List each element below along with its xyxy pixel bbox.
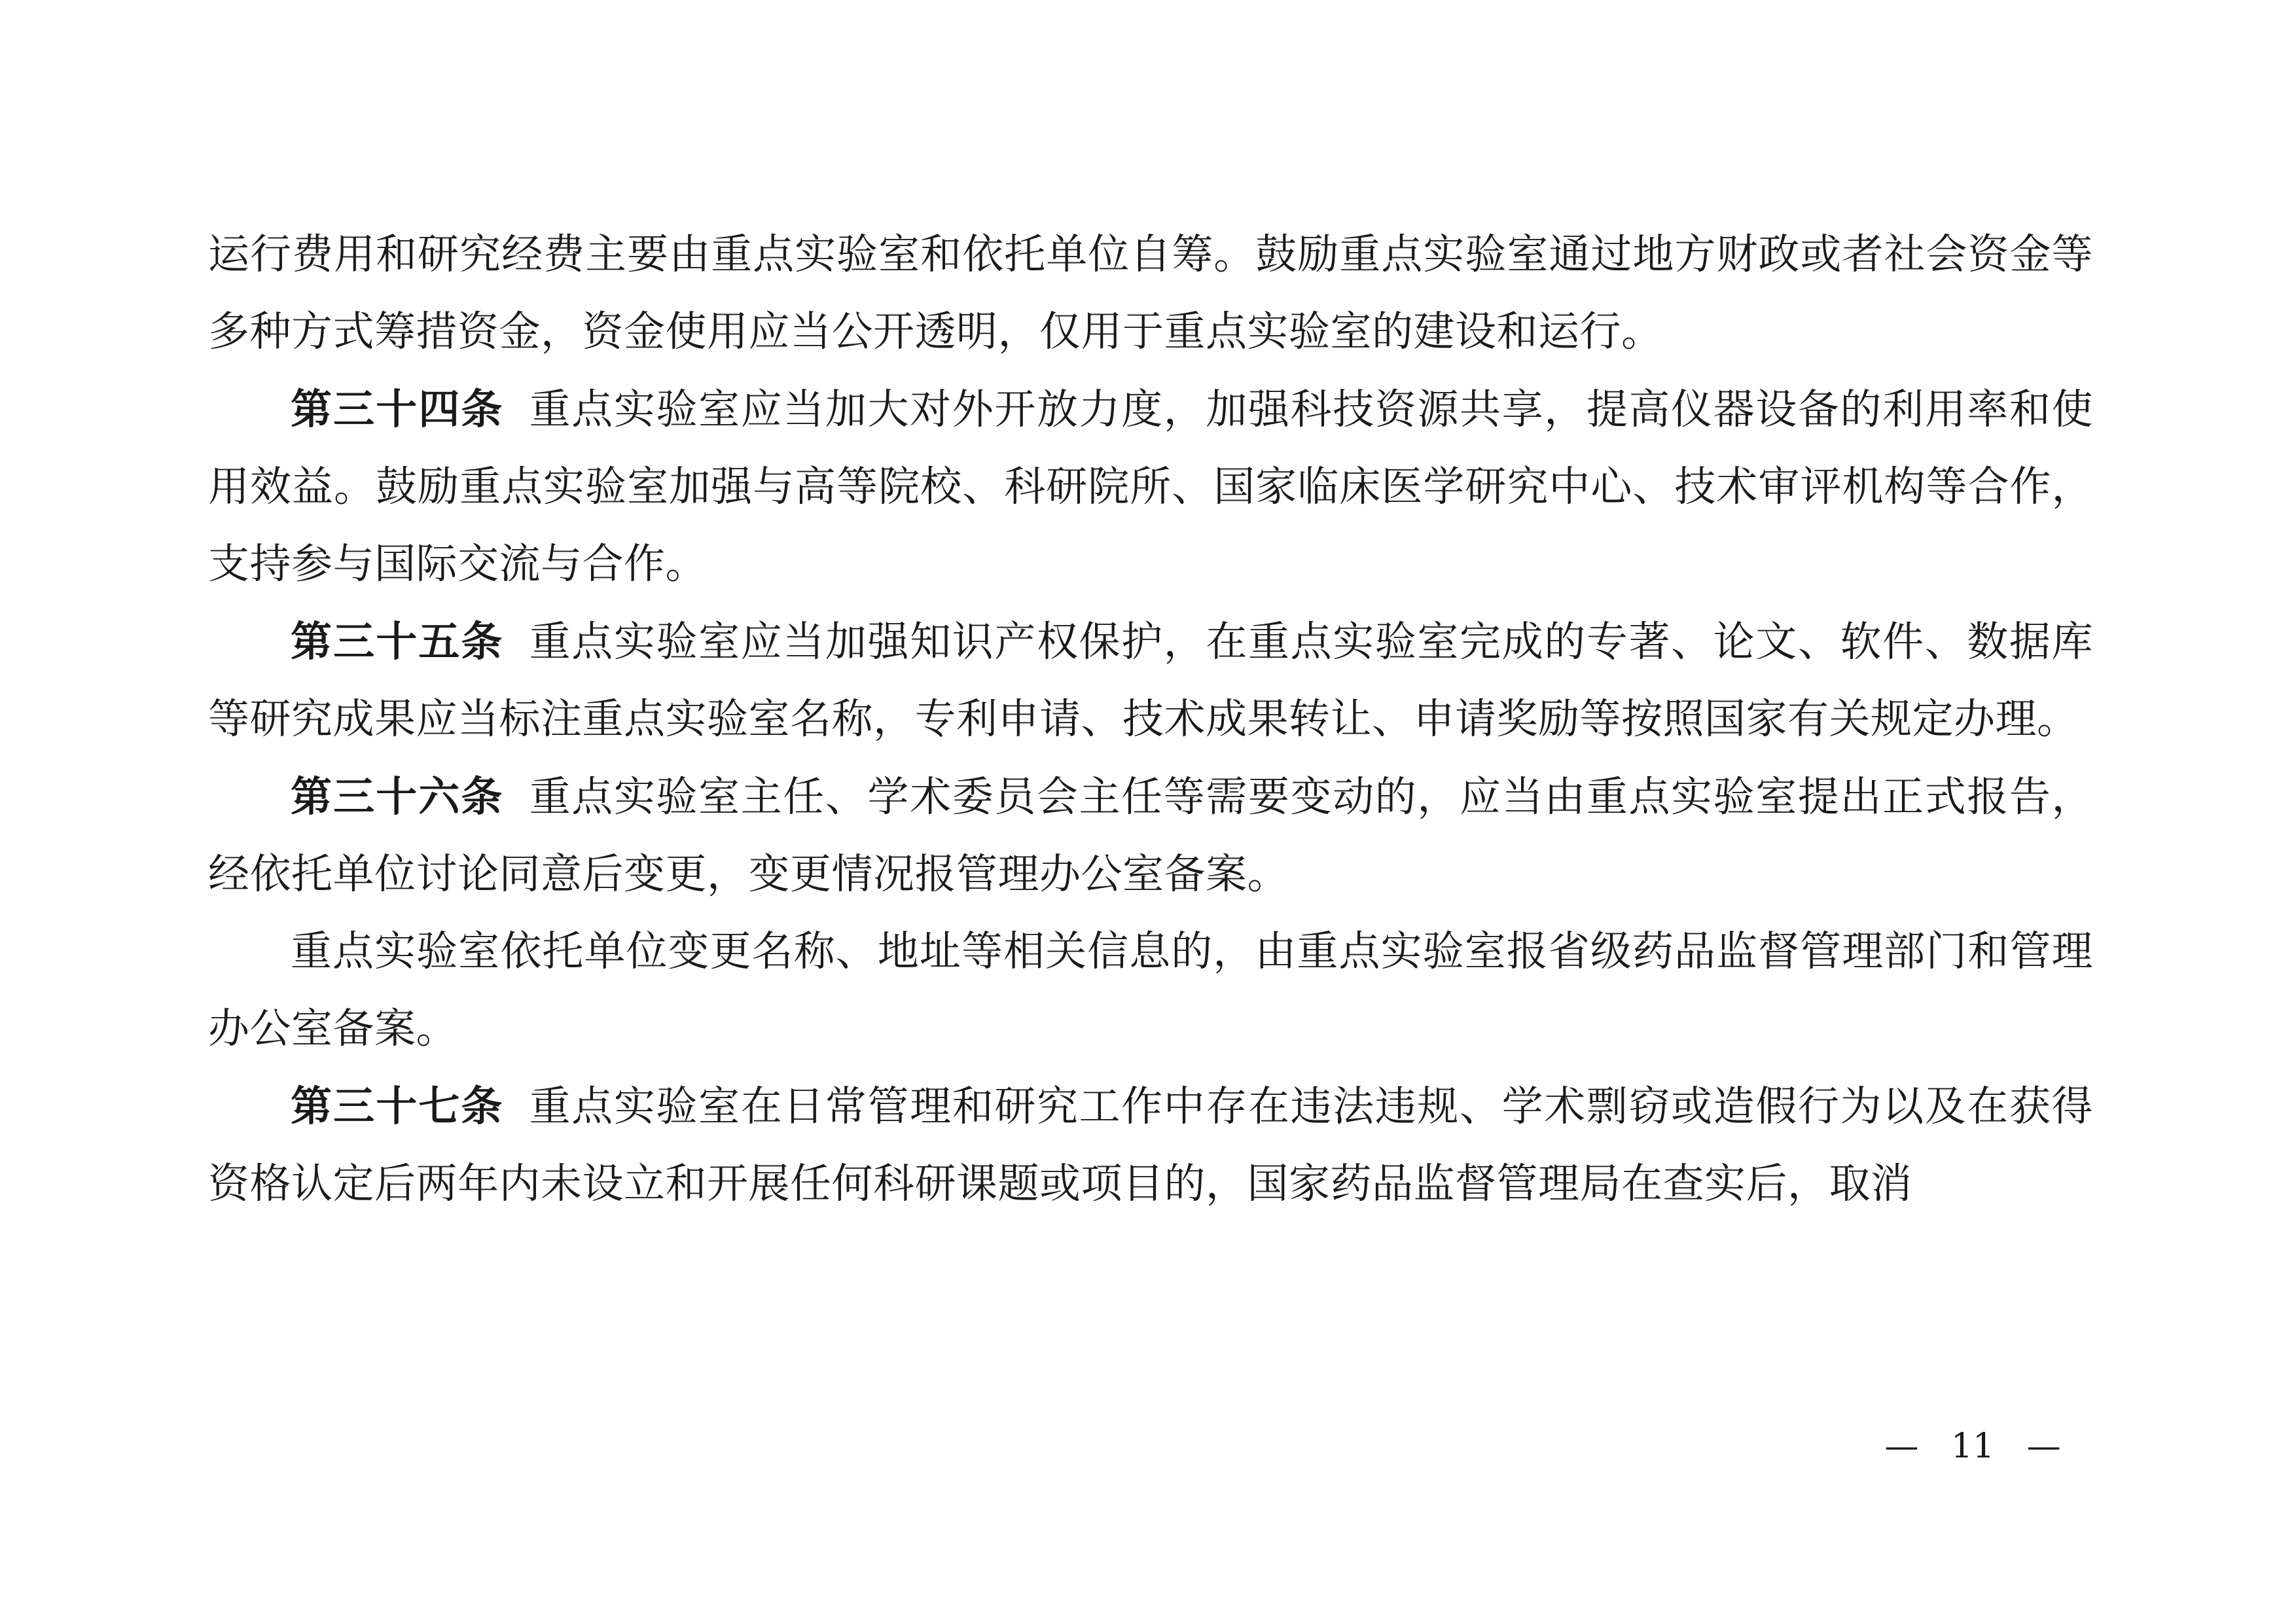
paragraph-article-35 [208,603,2093,758]
paragraph-text: 运行费用和研究经费主要由重点实验室和依托单位自筹。鼓励重点实验室通过地方财政或者社会资金等多种方式筹措资金，资金使用应当公开透明，仅用于重点实验室的建设和运行。 [208,230,2093,355]
footer-dash-left: — [1884,1427,1919,1466]
paragraph-text: 重点实验室在日常管理和研究工作中存在违法违规、学术剽窃或造假行为以及在获得资格认定后两年内未设立和开展任何科研课题或项目的，国家药品监督管理局在查实后，取消 [208,1082,2094,1207]
paragraph-article-36 [208,758,2093,913]
page-number: 11 [1950,1427,1995,1466]
article-label-35: 第三十五条 [291,617,504,666]
paragraph-text: 重点实验室应当加大对外开放力度，加强科技资源共享，提高仪器设备的利用率和使用效益。鼓励重点实验室加强与高等院校、科研院所、国家临床医学研究中心、技术审评机构等合作，支持参与国际交流与合作。 [208,385,2094,588]
paragraph-article-36-second [208,913,2093,1067]
paragraph-text: 重点实验室主任、学术委员会主任等需要变动的，应当由重点实验室提出正式报告，经依托单位讨论同意后变更，变更情况报管理办公室备案。 [208,773,2094,898]
article-label-34: 第三十四条 [291,385,504,433]
paragraph-text: 重点实验室应当加强知识产权保护，在重点实验室完成的专著、论文、软件、数据库等研究成果应当标注重点实验室名称，专利申请、技术成果转让、申请奖励等按照国家有关规定办理。 [208,618,2094,743]
article-label-37: 第三十七条 [291,1082,504,1130]
document-body [208,216,2093,1222]
page-footer [0,1427,2296,1466]
paragraph-text: 重点实验室依托单位变更名称、地址等相关信息的，由重点实验室报省级药品监督管理部门和管理办公室备案。 [208,927,2093,1052]
paragraph-article-37 [208,1067,2093,1222]
paragraph-article-34 [208,370,2093,603]
article-label-36: 第三十六条 [291,772,504,821]
paragraph-funding [208,216,2093,370]
footer-dash-right: — [2026,1427,2061,1466]
page-number-group [1867,1427,2077,1466]
